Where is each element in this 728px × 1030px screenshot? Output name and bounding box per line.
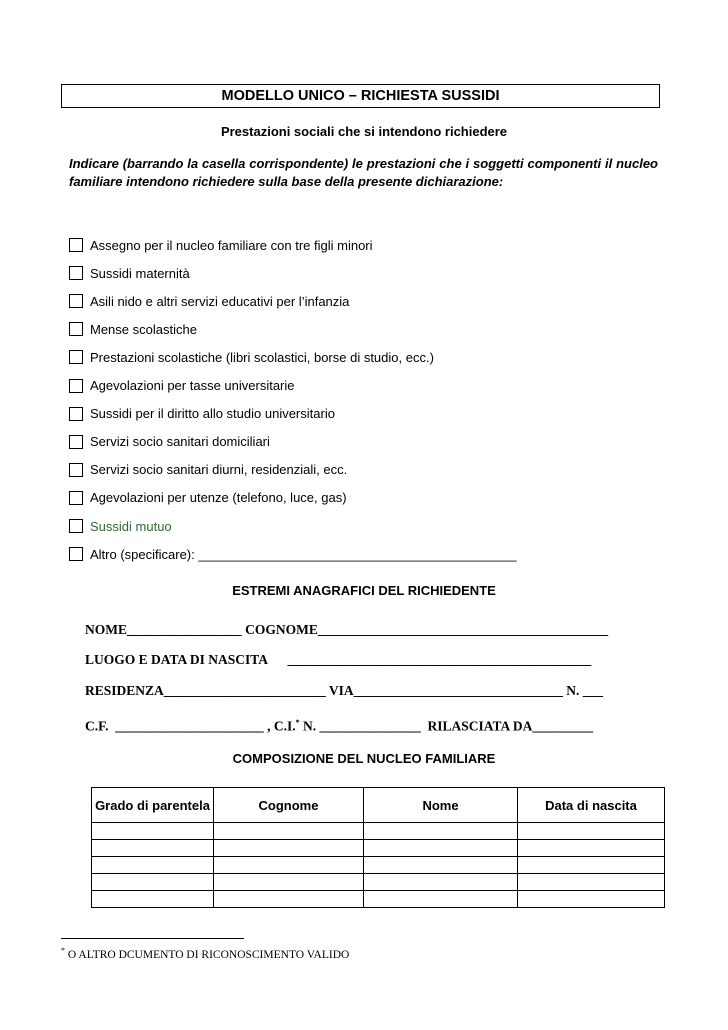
table-cell[interactable] [518, 840, 665, 857]
table-cell[interactable] [214, 857, 364, 874]
name-surname-field[interactable]: NOME_________________ COGNOME___________________________________________ [85, 622, 609, 637]
footnote-marker: * [61, 946, 65, 955]
benefit-option[interactable] [69, 292, 349, 310]
benefit-option-label: Sussidi mutuo [90, 518, 172, 534]
benefit-option-label: Asili nido e altri servizi educativi per l’infanzia [90, 293, 350, 309]
family-composition-table [91, 787, 665, 908]
footnote-ref-marker: * [295, 718, 300, 727]
table-row [92, 823, 665, 840]
benefit-option-label: Agevolazioni per utenze (telefono, luce, gas) [90, 490, 347, 506]
footnote-rule [61, 938, 244, 939]
benefit-option-label: Sussidi per il diritto allo studio universitario [90, 406, 335, 422]
footnote-text: O ALTRO DCUMENTO DI RICONOSCIMENTO VALIDO [65, 948, 350, 961]
table-cell[interactable] [92, 874, 214, 891]
benefit-option-label: Servizi socio sanitari diurni, residenziali, ecc. [90, 462, 348, 478]
table-cell[interactable] [214, 840, 364, 857]
id-number-issuer-label: N. _______________ RILASCIATA DA_________ [299, 718, 594, 734]
checkbox[interactable] [69, 322, 83, 336]
table-header-row [92, 788, 665, 823]
benefit-option[interactable] [69, 489, 347, 507]
table-cell[interactable] [518, 891, 665, 908]
footnote [61, 946, 349, 961]
benefit-option[interactable] [69, 433, 270, 451]
benefit-option-label: Servizi socio sanitari domiciliari [90, 434, 270, 450]
col-header-name: Nome [364, 788, 518, 823]
checkbox[interactable] [69, 547, 83, 561]
benefit-option[interactable] [69, 320, 197, 338]
checkbox[interactable] [69, 238, 83, 252]
table-cell[interactable] [214, 891, 364, 908]
benefit-option[interactable] [69, 517, 172, 535]
benefit-option[interactable] [69, 377, 295, 395]
checkbox[interactable] [69, 435, 83, 449]
table-cell[interactable] [364, 823, 518, 840]
table-cell[interactable] [214, 823, 364, 840]
checkbox[interactable] [69, 294, 83, 308]
table-row [92, 840, 665, 857]
benefit-option[interactable] [69, 461, 347, 479]
table-cell[interactable] [364, 874, 518, 891]
col-header-birth-date: Data di nascita [518, 788, 665, 823]
tax-code-id-label: C.F. ______________________ , C.I. [85, 718, 296, 734]
benefit-option-label: Assegno per il nucleo familiare con tre figli minori [90, 237, 373, 253]
col-header-relationship: Grado di parentela [92, 788, 214, 823]
checkbox[interactable] [69, 379, 83, 393]
benefit-option-label: Prestazioni scolastiche (libri scolastici, borse di studio, ecc.) [90, 349, 434, 365]
benefit-option-label: Mense scolastiche [90, 321, 197, 337]
applicant-section-heading: ESTREMI ANAGRAFICI DEL RICHIEDENTE [232, 583, 496, 598]
table-cell[interactable] [92, 891, 214, 908]
checkbox[interactable] [69, 266, 83, 280]
residence-address-field[interactable]: RESIDENZA________________________ VIA_______________________________ N. ___ [85, 683, 604, 698]
table-row [92, 874, 665, 891]
table-cell[interactable] [364, 891, 518, 908]
benefit-option[interactable] [69, 405, 335, 423]
benefit-option-label: Agevolazioni per tasse universitarie [90, 378, 295, 393]
table-row [92, 857, 665, 874]
table-cell[interactable] [92, 857, 214, 874]
table-cell[interactable] [92, 823, 214, 840]
checkbox[interactable] [69, 491, 83, 505]
id-documents-field[interactable] [85, 718, 593, 735]
table-cell[interactable] [518, 823, 665, 840]
table-cell[interactable] [364, 857, 518, 874]
table-row [92, 891, 665, 908]
benefit-option[interactable] [69, 236, 373, 254]
checkbox[interactable] [69, 407, 83, 421]
form-subtitle: Prestazioni sociali che si intendono richiedere [220, 124, 508, 139]
col-header-surname: Cognome [214, 788, 364, 823]
benefit-option[interactable] [69, 348, 434, 366]
family-section-heading: COMPOSIZIONE DEL NUCLEO FAMILIARE [232, 751, 496, 766]
table-cell[interactable] [518, 874, 665, 891]
benefit-option[interactable] [69, 264, 190, 282]
checkbox[interactable] [69, 350, 83, 364]
benefit-option-label: Sussidi maternità [90, 265, 190, 281]
form-title: MODELLO UNICO – RICHIESTA SUSSIDI [61, 84, 660, 108]
table-cell[interactable] [92, 840, 214, 857]
benefit-option[interactable] [69, 545, 516, 563]
table-cell[interactable] [364, 840, 518, 857]
instructions-text: Indicare (barrando la casella corrispondente) le prestazioni che i soggetti componenti il nucleo familiare intendono richiedere sulla base della presente dichiarazione: [69, 156, 658, 189]
benefit-option-label: Altro (specificare): ____________________________________________ [90, 546, 517, 562]
birth-place-date-field[interactable]: LUOGO E DATA DI NASCITA _____________________________________________ [85, 652, 592, 667]
checkbox[interactable] [69, 463, 83, 477]
table-cell[interactable] [518, 857, 665, 874]
table-cell[interactable] [214, 874, 364, 891]
checkbox[interactable] [69, 519, 83, 533]
